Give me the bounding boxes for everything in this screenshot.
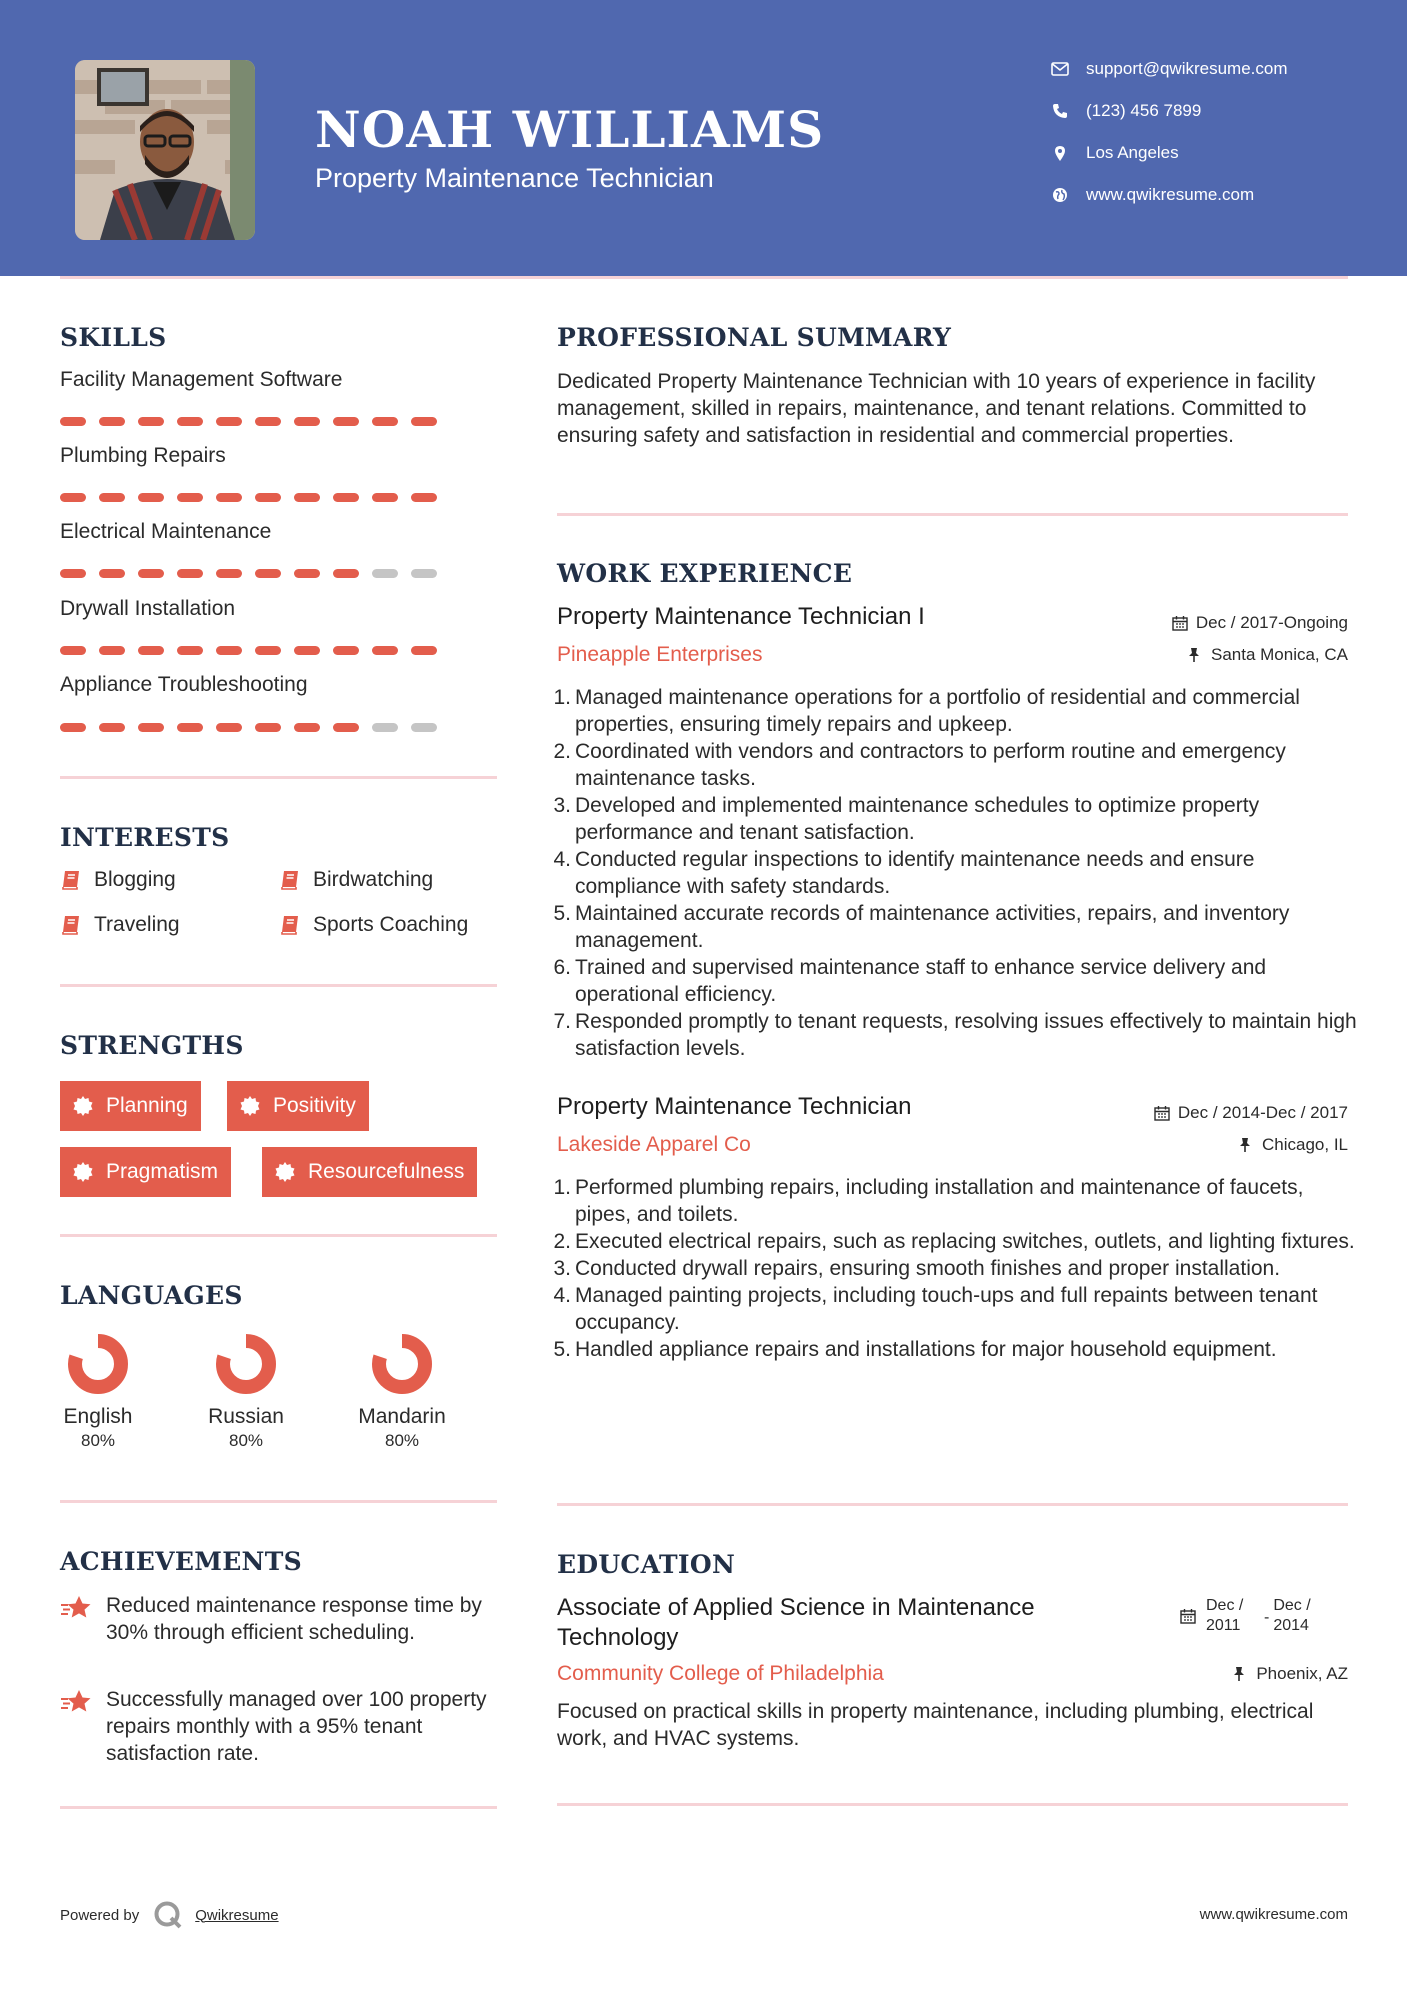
job-responsibilities	[553, 1174, 1357, 1363]
skill-segment-filled	[294, 493, 320, 502]
section-divider	[60, 984, 497, 987]
achievement-item	[60, 1592, 500, 1646]
calendar-icon	[1180, 1608, 1196, 1624]
strength-tag	[262, 1147, 477, 1197]
skill-label: Drywall Installation	[60, 597, 236, 620]
skill-segment-filled	[216, 417, 242, 426]
skill-segment-filled	[138, 417, 164, 426]
skill-segment-filled	[99, 493, 125, 502]
interest-label: Blogging	[94, 868, 176, 891]
pushpin-icon	[1187, 647, 1203, 663]
contact-email[interactable]	[1050, 56, 1390, 82]
skill-segment-filled	[216, 493, 242, 502]
language-percent: 80%	[228, 1431, 264, 1450]
skill-segment-filled	[255, 417, 281, 426]
contact-phone[interactable]	[1050, 98, 1390, 124]
company-name: Lakeside Apparel Co	[557, 1133, 751, 1156]
strength-label: Positivity	[273, 1094, 356, 1117]
education-date-end: Dec / 2014	[1273, 1597, 1311, 1634]
skill-segment-filled	[255, 646, 281, 655]
header-divider	[60, 276, 1348, 279]
skill-level-bar	[60, 723, 440, 732]
strength-label: Pragmatism	[106, 1160, 219, 1183]
badge-icon	[274, 1161, 296, 1183]
powered-by-label: Powered by	[60, 1906, 140, 1924]
skill-segment-filled	[177, 417, 203, 426]
interests-heading: INTERESTS	[60, 823, 230, 852]
skill-level-bar	[60, 646, 440, 655]
job-dates	[1172, 613, 1348, 633]
skill-segment-empty	[372, 723, 398, 732]
language-name: Russian	[208, 1405, 284, 1428]
job-dates	[1154, 1103, 1348, 1123]
strengths-heading: STRENGTHS	[60, 1031, 244, 1060]
strength-tag	[227, 1081, 369, 1131]
job-location	[1238, 1135, 1348, 1155]
education-heading: EDUCATION	[557, 1550, 736, 1579]
list-item: 7. Responded promptly to tenant requests, resolving issues effectively to maintain high satisfaction levels.	[553, 1010, 1357, 1060]
interest-item	[60, 868, 176, 892]
list-item: 2. Executed electrical repairs, such as replacing switches, outlets, and lighting fixtures.	[553, 1230, 1355, 1253]
skill-label: Facility Management Software	[60, 368, 343, 391]
interest-label: Sports Coaching	[313, 913, 469, 936]
language-progress-ring	[67, 1333, 129, 1395]
skill-segment-filled	[99, 723, 125, 732]
contact-website-text: www.qwikresume.com	[1086, 185, 1255, 204]
skill-segment-empty	[411, 569, 437, 578]
skill-segment-filled	[333, 646, 359, 655]
skill-segment-filled	[60, 569, 86, 578]
candidate-name: NOAH WILLIAMS	[315, 100, 825, 159]
book-icon	[60, 914, 82, 936]
skill-segment-filled	[411, 417, 437, 426]
pushpin-icon	[1238, 1137, 1254, 1153]
achievement-text: Reduced maintenance response time by 30% through efficient scheduling.	[106, 1594, 482, 1644]
book-icon	[279, 914, 301, 936]
job-location-text: Chicago, IL	[1262, 1135, 1348, 1154]
skill-label: Plumbing Repairs	[60, 444, 226, 467]
list-item: 1. Performed plumbing repairs, including installation and maintenance of faucets, pipes, and toilets.	[553, 1176, 1304, 1226]
interest-item	[279, 868, 433, 892]
skill-segment-filled	[99, 569, 125, 578]
skill-segment-filled	[216, 646, 242, 655]
skill-segment-filled	[333, 569, 359, 578]
section-divider	[60, 776, 497, 779]
skill-segment-filled	[294, 569, 320, 578]
skill-level-bar	[60, 569, 440, 578]
company-name: Pineapple Enterprises	[557, 643, 763, 666]
language-percent: 80%	[384, 1431, 420, 1450]
skill-segment-empty	[411, 723, 437, 732]
skill-segment-filled	[255, 493, 281, 502]
job-title: Property Maintenance Technician I	[557, 603, 925, 630]
section-divider	[557, 1803, 1348, 1806]
skill-segment-filled	[372, 417, 398, 426]
section-divider	[557, 1503, 1348, 1506]
achievements-heading: ACHIEVEMENTS	[60, 1547, 302, 1576]
section-divider	[60, 1500, 497, 1503]
language-name: Mandarin	[358, 1405, 446, 1428]
footer-website-link[interactable]: www.qwikresume.com	[1199, 1906, 1348, 1923]
skill-segment-filled	[138, 646, 164, 655]
language-percent: 80%	[80, 1431, 116, 1450]
skill-segment-filled	[216, 723, 242, 732]
skill-segment-filled	[60, 723, 86, 732]
skill-label: Electrical Maintenance	[60, 520, 272, 543]
skill-segment-filled	[177, 646, 203, 655]
education-dates	[1180, 1596, 1319, 1636]
interest-item	[279, 913, 468, 937]
skill-segment-filled	[60, 417, 86, 426]
education-location	[1232, 1664, 1348, 1684]
envelope-icon	[1050, 59, 1070, 79]
qwikresume-link[interactable]: Qwikresume	[195, 1906, 279, 1924]
contact-location	[1050, 140, 1390, 166]
skill-segment-filled	[177, 493, 203, 502]
job-dates-text: Dec / 2017-Ongoing	[1195, 613, 1348, 632]
strength-label: Resourcefulness	[308, 1160, 465, 1183]
qwikresume-logo-icon	[153, 1900, 183, 1930]
interest-label: Traveling	[94, 913, 180, 936]
achievement-item	[60, 1686, 500, 1767]
summary-heading: PROFESSIONAL SUMMARY	[557, 323, 952, 352]
skill-segment-filled	[333, 723, 359, 732]
skill-segment-filled	[294, 417, 320, 426]
experience-heading: WORK EXPERIENCE	[557, 559, 853, 588]
skill-segment-filled	[411, 493, 437, 502]
languages-heading: LANGUAGES	[60, 1281, 243, 1310]
achievement-text: Successfully managed over 100 property repairs monthly with a 95% tenant satisfaction rate.	[106, 1688, 487, 1765]
language-item	[28, 1333, 168, 1451]
education-location-text: Phoenix, AZ	[1256, 1664, 1348, 1683]
list-item: 5. Handled appliance repairs and installations for major household equipment.	[553, 1338, 1277, 1361]
strength-label: Planning	[106, 1094, 188, 1117]
badge-icon	[239, 1095, 261, 1117]
section-divider	[60, 1806, 497, 1809]
skill-segment-filled	[99, 646, 125, 655]
skill-segment-filled	[294, 723, 320, 732]
skill-segment-filled	[177, 569, 203, 578]
job-title: Property Maintenance Technician	[557, 1093, 912, 1120]
phone-icon	[1050, 101, 1070, 121]
list-item: 5. Maintained accurate records of maintenance activities, repairs, and inventory management.	[553, 902, 1290, 952]
list-item: 3. Developed and implemented maintenance schedules to optimize property performance and tenant satisfaction.	[553, 794, 1260, 844]
school-name: Community College of Philadelphia	[557, 1662, 884, 1685]
contact-phone-text: (123) 456 7899	[1086, 101, 1202, 120]
strength-tag	[60, 1081, 201, 1131]
language-progress-ring	[215, 1333, 277, 1395]
star-icon	[60, 1688, 92, 1716]
degree-title: Associate of Applied Science in Maintenance Technology	[557, 1594, 1035, 1651]
list-item: 1. Managed maintenance operations for a portfolio of residential and commercial properties, ensuring timely repairs and upkeep.	[553, 686, 1300, 736]
section-divider	[557, 513, 1348, 516]
language-name: English	[63, 1405, 133, 1428]
list-item: 4. Managed painting projects, including touch-ups and full repaints between tenant occupancy.	[553, 1284, 1318, 1334]
globe-icon	[1050, 185, 1070, 205]
language-item	[176, 1333, 316, 1451]
calendar-icon	[1172, 615, 1188, 631]
job-location	[1187, 645, 1348, 665]
skill-level-bar	[60, 417, 440, 426]
skill-segment-filled	[294, 646, 320, 655]
list-item: 3. Conducted drywall repairs, ensuring smooth finishes and proper installation.	[553, 1257, 1281, 1280]
skill-segment-filled	[60, 493, 86, 502]
education-description: Focused on practical skills in property maintenance, including plumbing, electrical work, and HVAC systems.	[557, 1700, 1314, 1750]
badge-icon	[72, 1161, 94, 1183]
education-date-start: Dec / 2011	[1206, 1597, 1244, 1634]
contact-email-text: support@qwikresume.com	[1086, 59, 1288, 78]
skill-segment-filled	[138, 493, 164, 502]
footer-powered-by	[60, 1900, 279, 1930]
skill-segment-filled	[60, 646, 86, 655]
contact-website[interactable]	[1050, 182, 1390, 208]
skill-label: Appliance Troubleshooting	[60, 673, 308, 696]
skill-segment-filled	[255, 569, 281, 578]
contact-location-text: Los Angeles	[1086, 143, 1179, 162]
job-responsibilities	[553, 684, 1357, 1062]
star-icon	[60, 1594, 92, 1622]
list-item: 4. Conducted regular inspections to identify maintenance needs and ensure compliance with safety standards.	[553, 848, 1255, 898]
calendar-icon	[1154, 1105, 1170, 1121]
profile-photo	[75, 60, 255, 240]
skill-segment-filled	[138, 723, 164, 732]
skill-segment-empty	[372, 569, 398, 578]
skills-heading: SKILLS	[60, 323, 167, 352]
strength-tag	[60, 1147, 231, 1197]
language-progress-ring	[371, 1333, 433, 1395]
book-icon	[60, 869, 82, 891]
skill-segment-filled	[372, 493, 398, 502]
interest-item	[60, 913, 180, 937]
skill-segment-filled	[255, 723, 281, 732]
language-item	[332, 1333, 472, 1451]
resume-header	[0, 0, 1407, 276]
skill-segment-filled	[372, 646, 398, 655]
list-item: 6. Trained and supervised maintenance staff to enhance service delivery and operational efficiency.	[553, 956, 1267, 1006]
skill-segment-filled	[333, 417, 359, 426]
interest-label: Birdwatching	[313, 868, 434, 891]
skill-segment-filled	[216, 569, 242, 578]
education-date-separator: -	[1264, 1609, 1270, 1626]
candidate-title: Property Maintenance Technician	[315, 163, 714, 193]
map-pin-icon	[1050, 143, 1070, 163]
job-dates-text: Dec / 2014-Dec / 2017	[1177, 1103, 1348, 1122]
skill-segment-filled	[411, 646, 437, 655]
book-icon	[279, 869, 301, 891]
skill-segment-filled	[138, 569, 164, 578]
skill-segment-filled	[99, 417, 125, 426]
skill-segment-filled	[177, 723, 203, 732]
skill-level-bar	[60, 493, 440, 502]
section-divider	[60, 1234, 497, 1237]
summary-text: Dedicated Property Maintenance Technician with 10 years of experience in facility management, skilled in repairs, maintenance, and tenant relations. Committed to ensuring safety and satisfaction in residential and commercial properties.	[557, 370, 1316, 447]
skill-segment-filled	[333, 493, 359, 502]
badge-icon	[72, 1095, 94, 1117]
list-item: 2. Coordinated with vendors and contractors to perform routine and emergency maintenance tasks.	[553, 740, 1286, 790]
pushpin-icon	[1232, 1666, 1248, 1682]
job-location-text: Santa Monica, CA	[1210, 645, 1348, 664]
